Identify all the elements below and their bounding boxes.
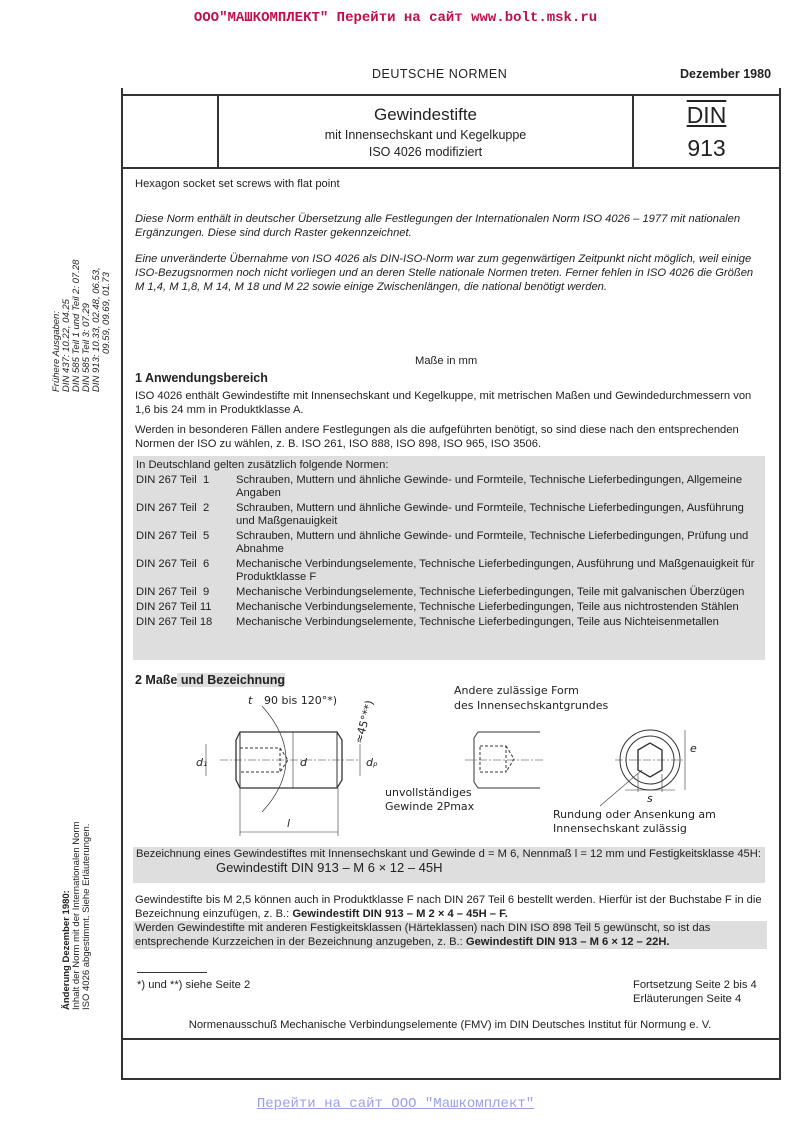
end-view [600, 730, 685, 806]
norm-ref: DIN 267 Teil 5 [136, 530, 210, 542]
norm-ref: DIN 267 Teil 2 [136, 502, 210, 514]
continuation-note: Fortsetzung Seite 2 bis 4 Erläuterungen Seite 4 [633, 979, 757, 1005]
label-e: e [690, 742, 697, 755]
norm-row [136, 474, 764, 502]
label-s: s [647, 792, 653, 805]
label-alt-form: Andere zulässige Form [454, 684, 579, 697]
svg-text:des Innensechskantgrundes: des Innensechskantgrundes [454, 699, 609, 712]
label-angle: 90 bis 120°*) [264, 694, 338, 707]
svg-text:Gewinde 2Pmax: Gewinde 2Pmax [385, 800, 475, 813]
english-title: Hexagon socket set screws with flat point [135, 178, 340, 190]
units-note: Maße in mm [415, 355, 478, 367]
class-f-paragraph: Gewindestifte bis M 2,5 können auch in Produktklasse F nach DIN 267 Teil 6 bestellt werden. Hierfür ist der Buchstabe F in die Bezeichnung einzufügen, z. B.: Gewindestift DIN 913 – M 2 × 4 – 45H – F. [135, 894, 762, 920]
norm-title: Mechanische Verbindungselemente, Technische Lieferbedingungen, Teile aus nichtrostenden Stählen [236, 601, 739, 613]
label-l: l [287, 817, 291, 830]
doc-subtitle: mit Innensechskant und Kegelkuppe [324, 128, 527, 142]
issue-date: Dezember 1980 [680, 67, 772, 81]
norm-ref: DIN 267 Teil 18 [136, 616, 213, 628]
norm-row [136, 586, 764, 601]
site-link-bottom[interactable]: Перейти на сайт ООО "Машкомплект" [256, 1096, 535, 1112]
norm-title: Schrauben, Muttern und ähnliche Gewinde- und Formteile, Technische Lieferbedingungen, Prüfung und Abnahme [236, 530, 749, 555]
section-1-p1: ISO 4026 enthält Gewindestifte mit Innensechskant und Kegelkuppe, mit metrischen Maßen und Gewindedurchmessern von 1,6 bis 24 mm in Produktklasse A. [135, 390, 752, 416]
norm-row [136, 502, 764, 530]
norm-title: Schrauben, Muttern und ähnliche Gewinde- und Formteile, Technische Lieferbedingungen, Allgemeine Angaben [236, 474, 743, 499]
screw-drawing [130, 682, 770, 844]
label-incomplete: unvollständiges [385, 786, 472, 799]
norm-ref: DIN 267 Teil 6 [136, 558, 210, 570]
iso-reference: ISO 4026 modifiziert [368, 145, 483, 159]
intro-paragraph: Diese Norm enthält in deutscher Übersetzung alle Festlegungen der Internationalen Norm ISO 4026 – 1977 mit nationalen Ergänzungen. Diese sind durch Raster gekennzeichnet. [135, 213, 741, 239]
section-2-heading: 2 Maße und Bezeichnung [135, 673, 286, 687]
designation-block [133, 847, 765, 883]
designation-text: Bezeichnung eines Gewindestiftes mit Innensechskant und Gewinde d = M 6, Nennmaß l = 12 mm und Festigkeitsklasse 45H: [136, 848, 761, 860]
label-d: d [300, 756, 307, 769]
din-logo: DIN [686, 102, 727, 128]
screw-side-view [206, 706, 360, 836]
norm-title: Mechanische Verbindungselemente, Technische Lieferbedingungen, Teile aus Nichteisenmetallen [236, 616, 719, 628]
label-t: t [248, 694, 253, 707]
norm-ref: DIN 267 Teil 11 [136, 601, 212, 613]
label-45: ≈45°**) [352, 698, 377, 745]
earlier-editions: Frühere Ausgaben: DIN 437: 10.22, 04.25 DIN 585 Teil 1 und Teil 2: 07.28 DIN 585 Teil 3: 07.29 DIN 913: 10.33, 02.48, 06.53, 09.59, 09.69, 01.73 [51, 259, 112, 392]
norms-table: In Deutschland gelten zusätzlich folgende Normen: DIN 267 Teil 1 Schrauben, Muttern und ähnliche Gewinde- und Formteile, Technische Lieferbedingungen, Allgemeine Angaben DIN 267 Teil 2 Schrauben, Muttern und ähnliche Gewinde- und Formteile, Technische Lieferbedingungen, Ausführung und Maßgenauigkeit DIN 267 Teil 5 Schrauben, Muttern und ähnliche Gewinde- und Formteile, Technische Lieferbedingungen, Prüfung und Abnahme DIN 267 Teil 6 Mechanische Verbindungselemente, Technische Lieferbedingungen, Ausführung und Maßgenauigkeit für Produktklasse F DIN 267 Teil 9 Mechanische Verbindungselemente, Technische Lieferbedingungen, Teile mit galvanischen Überzügen DIN 267 Teil 11 Mechanische Verbindungselemente, Technische Lieferbedingungen, Teile aus nichtrostenden Stählen DIN 267 Teil 18 Mechanische Verbindungselemente, Technische Lieferbedingungen, Teile aus Nichteisenmetallen [133, 456, 765, 660]
series-label: DEUTSCHE NORMEN [372, 67, 508, 81]
label-rounding: Rundung oder Ansenkung am [553, 808, 716, 821]
norm-row [136, 558, 764, 586]
label-d1: d₁ [196, 756, 208, 769]
section-1-p2: Werden in besonderen Fällen andere Festlegungen als die aufgeführten benötigt, so sind diese nach den entsprechenden Normen der ISO zu wählen, z. B. ISO 261, ISO 888, ISO 898, ISO 965, ISO 3506. [135, 424, 739, 450]
norm-row [136, 616, 764, 631]
norm-title: Mechanische Verbindungselemente, Technische Lieferbedingungen, Ausführung und Maßgenauigkeit für Produktklasse F [236, 558, 755, 583]
norm-title: Mechanische Verbindungselemente, Technische Lieferbedingungen, Teile mit galvanischen Überzügen [236, 586, 745, 598]
intro-paragraph: Eine unveränderte Übernahme von ISO 4026 als DIN-ISO-Norm war zum gegenwärtigen Zeitpunkt nicht möglich, weil einige ISO-Bezugsnormen noch nicht vorliegen und an deren Stelle nationale Normen treten. Ferner fehlen in ISO 4026 die Größen M 1,4, M 1,8, M 14, M 18 und M 22 sowie einige Zwischenlängen, die national benötigt werden. [135, 253, 754, 293]
norm-title: Schrauben, Muttern und ähnliche Gewinde- und Formteile, Technische Lieferbedingungen, Ausführung und Maßgenauigkeit [236, 502, 744, 527]
footnote: *) und **) siehe Seite 2 [137, 979, 251, 991]
svg-text:Innensechskant zulässig: Innensechskant zulässig [553, 822, 687, 835]
doc-title: Gewindestifte [374, 105, 477, 124]
section-1-heading: 1 Anwendungsbereich [135, 371, 268, 385]
footnote-rule [137, 972, 207, 973]
footer-rule [121, 1038, 779, 1040]
committee: Normenausschuß Mechanische Verbindungselemente (FMV) im DIN Deutsches Institut für Normung e. V. [188, 1019, 712, 1031]
norm-ref: DIN 267 Teil 9 [136, 586, 210, 598]
site-link-top[interactable]: ООО"МАШКОМПЛЕКТ" Перейти на сайт www.bolt.msk.ru [193, 10, 598, 26]
change-note: Änderung Dezember 1980: Inhalt der Norm mit der Internationalen Norm ISO 4026 abgestimmt. Siehe Erläuterungen. [61, 821, 92, 1010]
alt-form-view [465, 732, 545, 788]
strength-class-paragraph: Werden Gewindestifte mit anderen Festigkeitsklassen (Härteklassen) nach DIN ISO 898 Teil 5 gewünscht, so ist das entsprechende Kurzzeichen in der Bezeichnung anzugeben, z. B.: Gewindestift DIN 913 – M 6 × 12 – 22H. [133, 921, 767, 949]
din-number: 913 [687, 135, 726, 161]
label-dp: dₚ [366, 756, 378, 769]
norm-ref: DIN 267 Teil 1 [136, 474, 210, 486]
title-block [121, 94, 781, 169]
norm-row [136, 601, 764, 616]
designation-example: Gewindestift DIN 913 – M 6 × 12 – 45H [216, 860, 443, 875]
norm-row [136, 530, 764, 558]
